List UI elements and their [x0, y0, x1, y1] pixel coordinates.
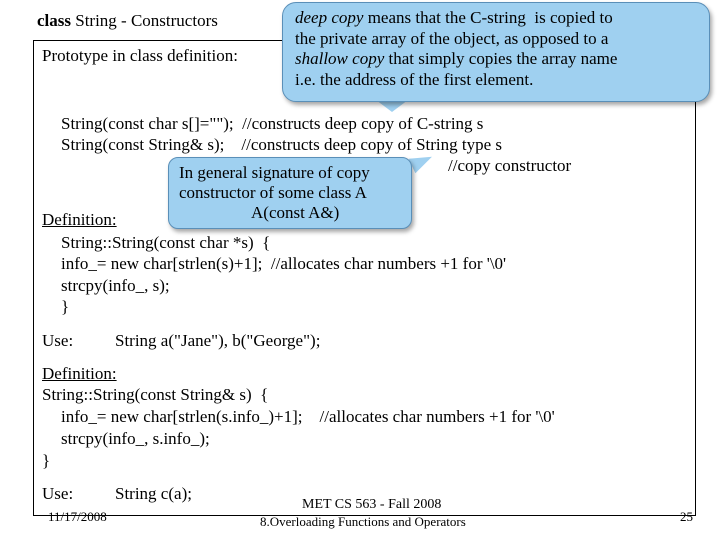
callout-copy-signature — [168, 157, 412, 229]
proto-line-1: String(const char s[]=""); //constructs deep copy of C-string s — [61, 114, 484, 133]
slide-title — [37, 11, 218, 31]
definition1-line-1: String::String(const char *s) { — [61, 233, 271, 252]
callout-main-line-3-text: that simply copies the array name — [384, 49, 618, 68]
callout-main-line-1 — [295, 8, 709, 29]
title-keyword: class — [37, 11, 71, 30]
callout-main-line-2: the private array of the object, as opposed to a — [295, 28, 609, 48]
definition2-label: Definition: — [42, 364, 117, 383]
callout-deep-copy — [282, 2, 710, 102]
proto-line-3: //copy constructor — [448, 156, 572, 175]
callout-small-line-3: A(const A&) — [251, 203, 340, 222]
footer-page-number: 25 — [680, 509, 693, 524]
callout-main-line-3 — [295, 49, 709, 70]
callout-main-line-4: i.e. the address of the first element. — [295, 69, 534, 89]
footer-date: 11/17/2008 — [48, 509, 107, 524]
callout-small-line-2: constructor of some class A — [179, 183, 367, 202]
shallow-copy-term: shallow copy — [295, 49, 385, 68]
definition1-label: Definition: — [42, 210, 117, 229]
definition2-line-2: info_= new char[strlen(s.info_)+1]; //allocates char numbers +1 for '\0' — [61, 407, 555, 426]
definition2-line-4: } — [42, 451, 51, 470]
definition1-line-3: strcpy(info_, s); — [61, 276, 170, 295]
prototype-label: Prototype in class definition: — [42, 46, 238, 65]
proto-line-2: String(const String& s); //constructs deep copy of String type s — [61, 135, 503, 154]
title-text: String - Constructors — [71, 11, 218, 30]
footer-course: MET CS 563 - Fall 2008 — [302, 497, 442, 512]
deep-copy-term: deep copy — [295, 8, 364, 27]
use2-label: Use: — [42, 484, 74, 503]
definition2-line-1: String::String(const String& s) { — [42, 385, 269, 404]
callout-small-line-1: In general signature of copy — [179, 163, 370, 182]
definition2-line-3: strcpy(info_, s.info_); — [61, 429, 210, 448]
definition1-line-2: info_= new char[strlen(s)+1]; //allocates char numbers +1 for '\0' — [61, 254, 507, 273]
use1-label: Use: — [42, 331, 74, 350]
callout-main-line-1-text: means that the C-string is copied to — [363, 8, 613, 27]
use1-code: String a("Jane"), b("George"); — [115, 331, 321, 350]
use2-code: String c(a); — [115, 484, 192, 503]
footer-chapter: 8.Overloading Functions and Operators — [260, 514, 466, 529]
definition1-line-4: } — [61, 297, 70, 316]
